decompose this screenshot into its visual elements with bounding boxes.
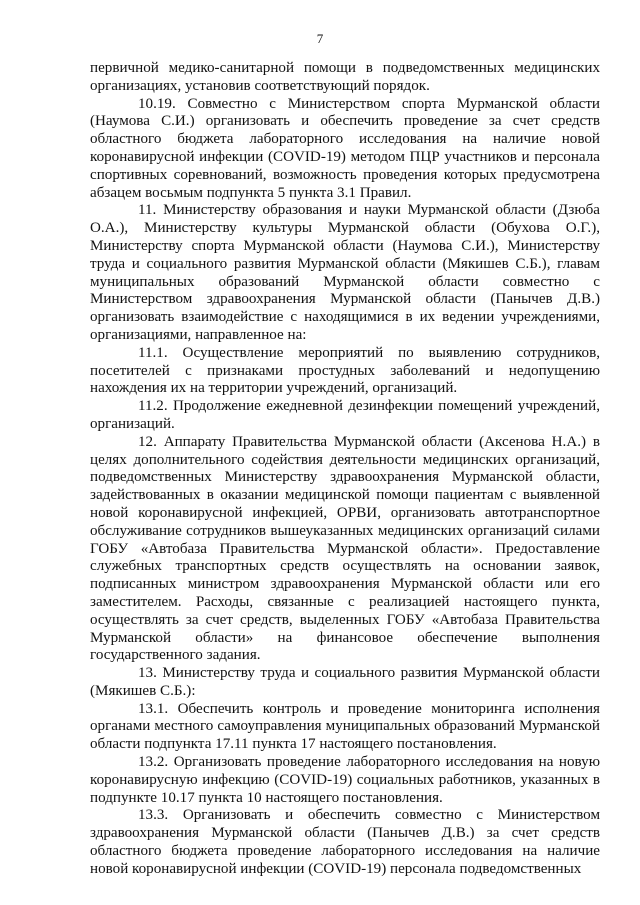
page-number: 7: [316, 31, 324, 46]
paragraph-11: 11. Министерству образования и науки Мурманской области (Дзюба О.А.), Министерству культуры Мурманской области (Обухова О.Г.), Министерству спорта Мурманской области (Наумова С.И.), Министерству труда и социального развития Мурманской области (Мякишев С.Б.), главам муниципальных образований Мурманской области совместно с Министерством здравоохранения Мурманской области (Панычев Д.В.) организовать взаимодействие с находящимися в их ведении учреждениями, организациями, направленное на:: [90, 202, 600, 343]
paragraph-12: 12. Аппарату Правительства Мурманской области (Аксенова Н.А.) в целях дополнительного содействия деятельности медицинских организаций, подведомственных Министерству здравоохранения Мурманской области, задействованных в оказании медицинской помощи пациентам с выявленной новой коронавирусной инфекцией, ОРВИ, организовать автотранспортное обслуживание сотрудников вышеуказанных медицинских организаций силами ГОБУ «Автобаза Правительства Мурманской области». Предоставление служебных транспортных средств осуществлять на основании заявок, подписанных министром здравоохранения Мурманской области или его заместителем. Расходы, связанные с реализацией настоящего пункта, осуществлять за счет средств, выделенных ГОБУ «Автобаза Правительства Мурманской области» на финансовое обеспечение выполнения государственного задания.: [90, 433, 600, 664]
document-body: [90, 60, 600, 879]
paragraph-13-1: 13.1. Обеспечить контроль и проведение мониторинга исполнения органами местного самоуправления муниципальных образований Мурманской области подпункта 17.11 пункта 17 настоящего постановления.: [90, 700, 600, 753]
paragraph-11-2: 11.2. Продолжение ежедневной дезинфекции помещений учреждений, организаций.: [90, 398, 600, 432]
paragraph-10-19: 10.19. Совместно с Министерством спорта Мурманской области (Наумова С.И.) организовать и обеспечить проведение за счет средств областного бюджета лабораторного исследования на наличие новой коронавирусной инфекции (COVID-19) методом ПЦР участников и персонала спортивных соревнований, возможность проведения которых предусмотрена абзацем восьмым подпункта 5 пункта 3.1 Правил.: [90, 95, 600, 201]
paragraph-13-2: 13.2. Организовать проведение лабораторного исследования на новую коронавирусную инфекцию (COVID-19) социальных работников, указанных в подпункте 10.17 пункта 10 настоящего постановления.: [90, 754, 600, 806]
paragraph-13-3: 13.3. Организовать и обеспечить совместно с Министерством здравоохранения Мурманской области (Панычев Д.В.) за счет средств областного бюджета проведение лабораторного исследования на наличие новой коронавирусной инфекции (COVID-19) персонала подведомственных: [90, 807, 600, 877]
paragraph-continuation: первичной медико-санитарной помощи в подведомственных медицинских организациях, установив соответствующий порядок.: [90, 60, 600, 94]
paragraph-13: 13. Министерству труда и социального развития Мурманской области (Мякишев С.Б.):: [90, 665, 600, 699]
paragraph-11-1: 11.1. Осуществление мероприятий по выявлению сотрудников, посетителей с признаками простудных заболеваний и недопущению нахождения их на территории учреждений, организаций.: [90, 344, 600, 397]
